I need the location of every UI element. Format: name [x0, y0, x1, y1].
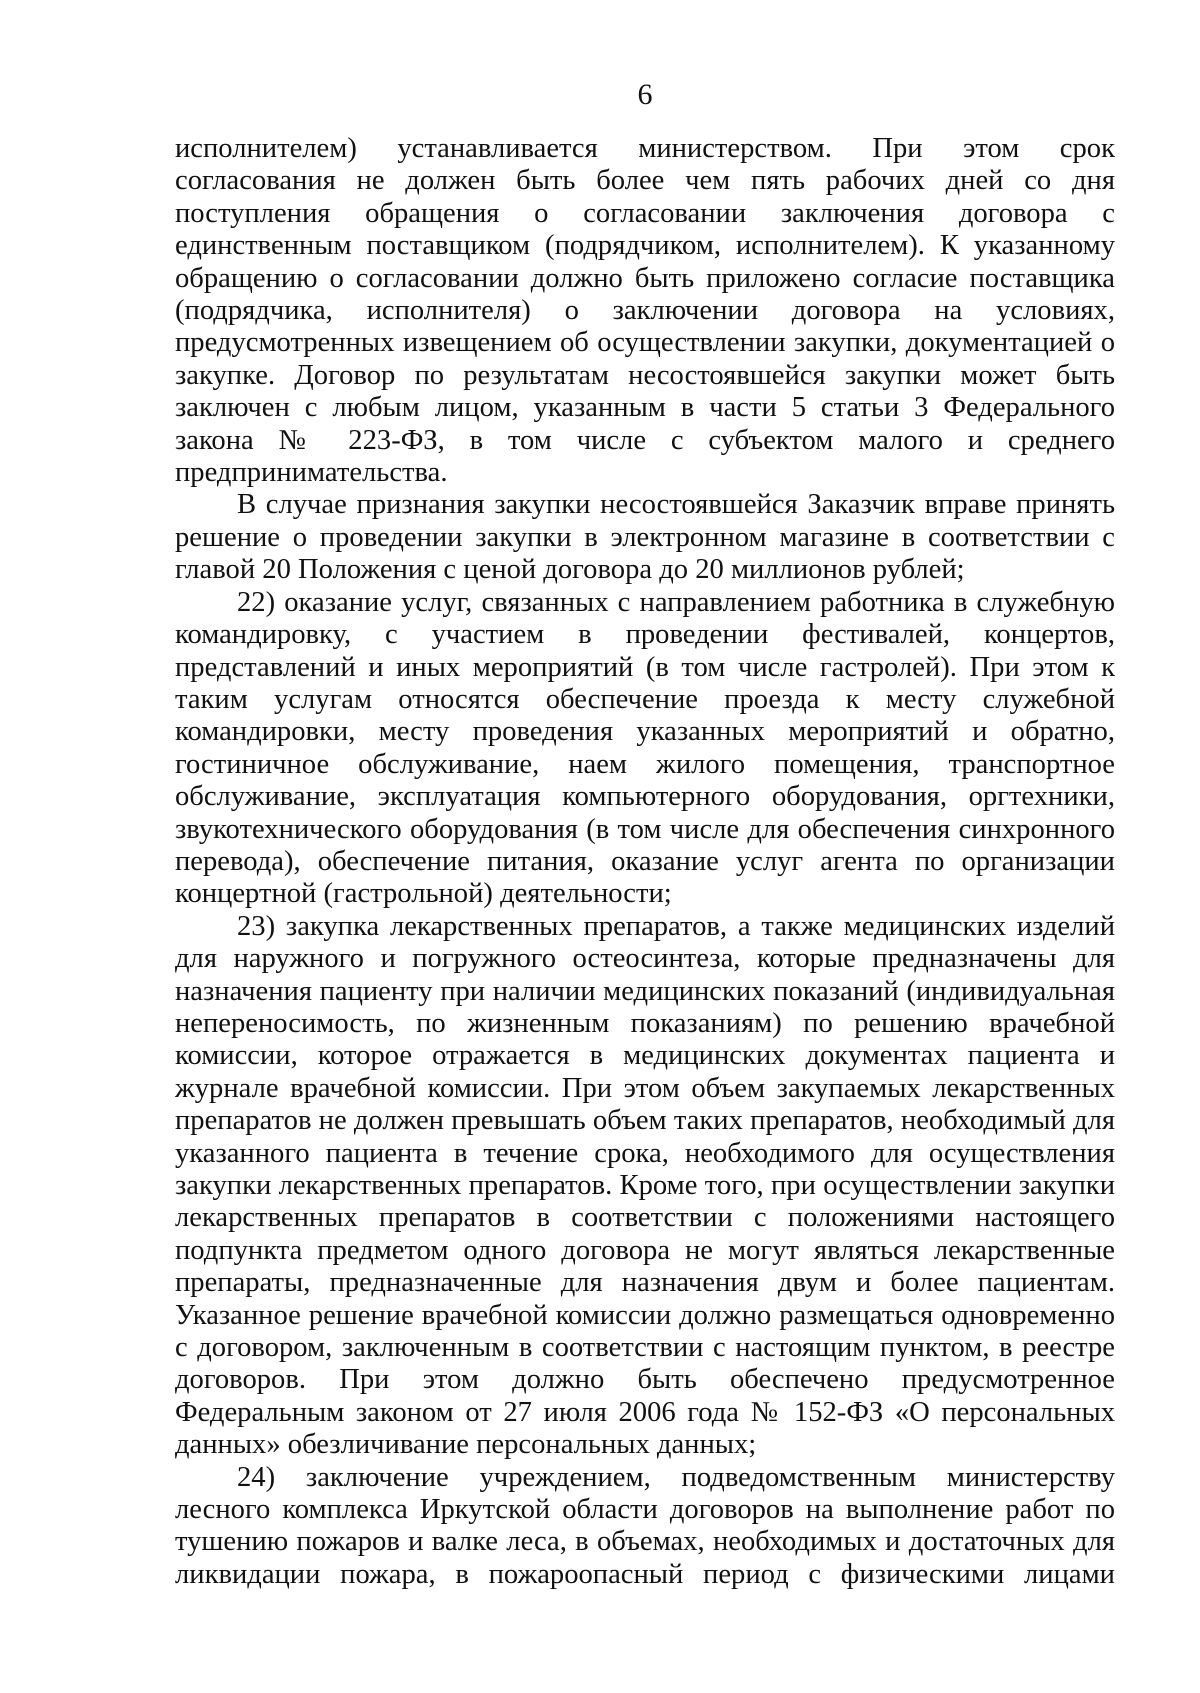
document-body [175, 133, 1115, 1591]
paragraph-item-24: 24) заключение учреждением, подведомственным министерству лесного комплекса Иркутской области договоров на выполнение работ по тушению пожаров и валке леса, в объемах, необходимых и достаточных для ликвидации пожара, в пожароопасный период с физическими лицами [175, 1461, 1115, 1590]
page-number: 6 [637, 78, 653, 111]
paragraph-continuation: исполнителем) устанавливается министерством. При этом срок согласования не должен быть более чем пять рабочих дней со дня поступления обращения о согласовании заключения договора с единственным поставщиком (подрядчиком, исполнителем). К указанному обращению о согласовании должно быть приложено согласие поставщика (подрядчика, исполнителя) о заключении договора на условиях, предусмотренных извещением об осуществлении закупки, документацией о закупке. Договор по результатам несостоявшейся закупки может быть заключен с любым лицом, указанным в части 5 статьи 3 Федерального закона № 223-ФЗ, в том числе с субъектом малого и среднего предпринимательства. [175, 133, 1115, 489]
paragraph-item-22: 22) оказание услуг, связанных с направлением работника в служебную командировку, с участием в проведении фестивалей, концертов, представлений и иных мероприятий (в том числе гастролей). При этом к таким услугам относятся обеспечение проезда к месту служебной командировки, месту проведения указанных мероприятий и обратно, гостиничное обслуживание, наем жилого помещения, транспортное обслуживание, эксплуатация компьютерного оборудования, оргтехники, звукотехнического оборудования (в том числе для обеспечения синхронного перевода), обеспечение питания, оказание услуг агента по организации концертной (гастрольной) деятельности; [175, 586, 1115, 910]
paragraph-item-23: 23) закупка лекарственных препаратов, а также медицинских изделий для наружного и погружного остеосинтеза, которые предназначены для назначения пациенту при наличии медицинских показаний (индивидуальная непереносимость, по жизненным показаниям) по решению врачебной комиссии, которое отражается в медицинских документах пациента и журнале врачебной комиссии. При этом объем закупаемых лекарственных препаратов не должен превышать объем таких препаратов, необходимый для указанного пациента в течение срока, необходимого для осуществления закупки лекарственных препаратов. Кроме того, при осуществлении закупки лекарственных препаратов в соответствии с положениями настоящего подпункта предметом одного договора не могут являться лекарственные препараты, предназначенные для назначения двум и более пациентам. Указанное решение врачебной комиссии должно размещаться одновременно с договором, заключенным в соответствии с настоящим пунктом, в реестре договоров. При этом должно быть обеспечено предусмотренное Федеральным законом от 27 июля 2006 года № 152-ФЗ «О персональных данных» обезличивание персональных данных; [175, 910, 1115, 1461]
paragraph-failed-procurement: В случае признания закупки несостоявшейся Заказчик вправе принять решение о проведении закупки в электронном магазине в соответствии с главой 20 Положения с ценой договора до 20 миллионов рублей; [175, 489, 1115, 586]
